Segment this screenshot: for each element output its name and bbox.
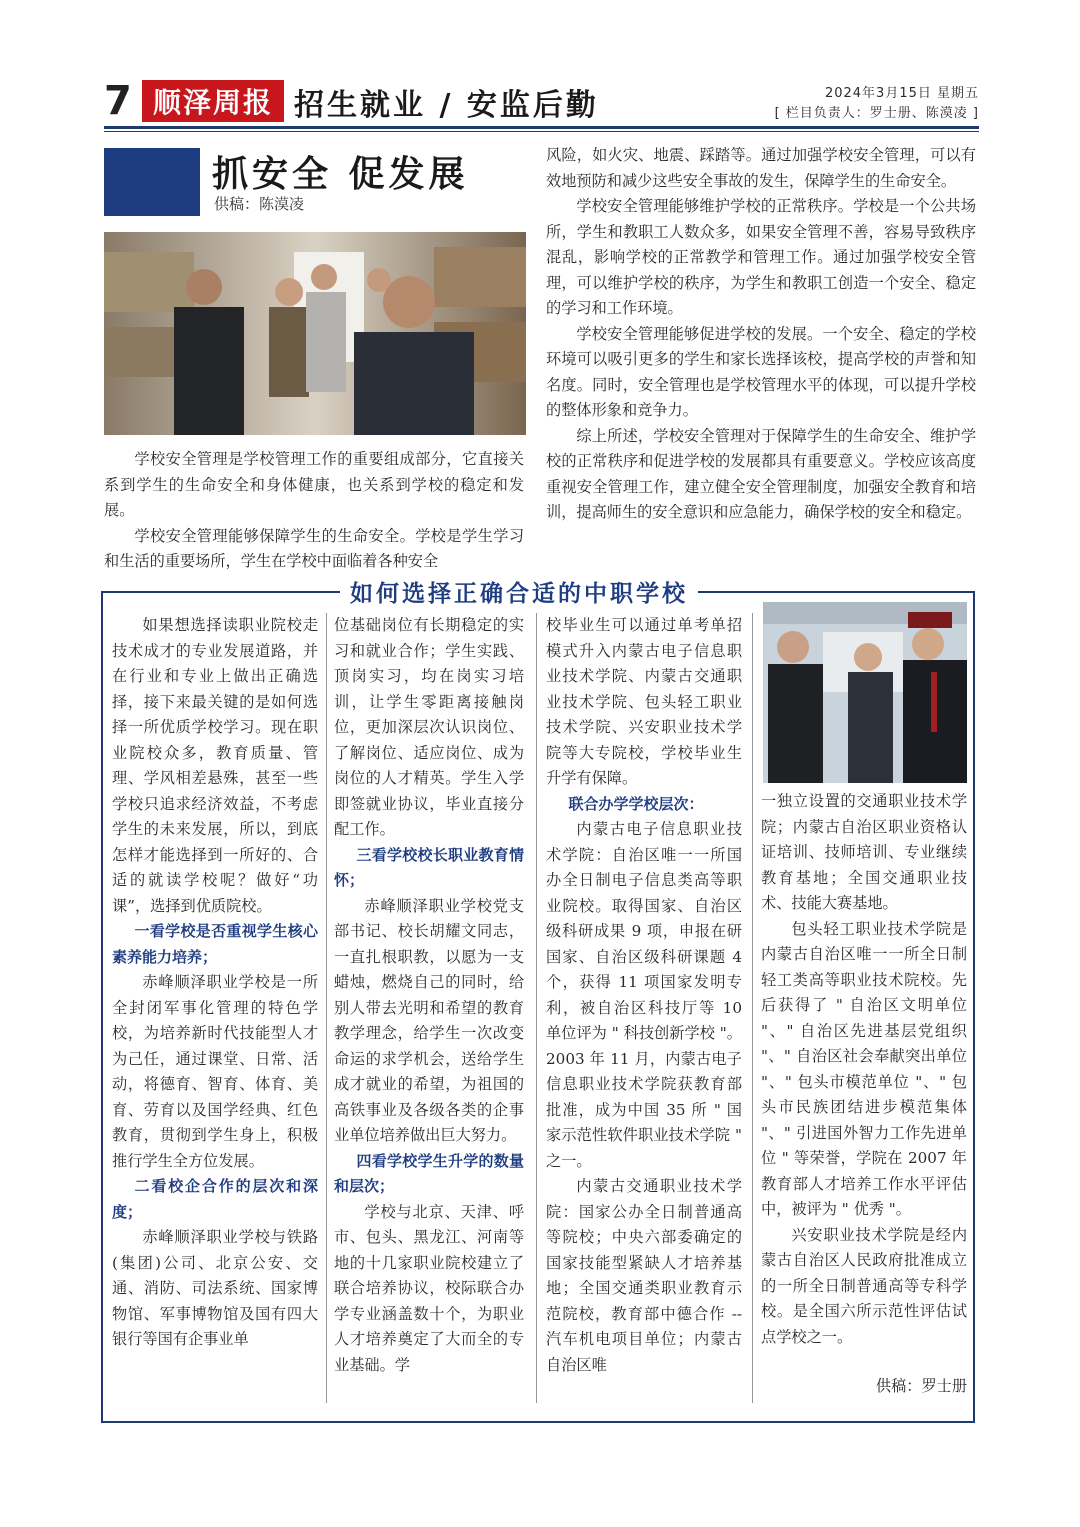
article2-title: 如何选择正确合适的中职学校 xyxy=(340,575,698,608)
article1-left-text xyxy=(104,447,524,575)
paragraph: 风险，如火灾、地震、踩踏等。通过加强学校安全管理，可以有效地预防和减少这些安全事故的发生，保障学生的生命安全。 xyxy=(546,146,976,190)
paragraph: 学校安全管理能够保障学生的生命安全。学校是学生学习和生活的重要场所，学生在学校中面临着各种安全 xyxy=(104,526,524,570)
paragraph: 赤峰顺泽职业学校是一所全封闭军事化管理的特色学校，为培养新时代技能型人才为己任，通过课堂、日常、活动，将德育、智育、体育、美育、劳育以及国学经典、红色教育，贯彻到学生身上，积极推行学生全方位发展。 xyxy=(112,973,318,1170)
subheading: 四看学校学生升学的数量和层次； xyxy=(334,1151,524,1195)
article2-column-1 xyxy=(112,613,318,1353)
dormitory-inspection-photo xyxy=(104,232,526,435)
paragraph: 学校与北京、天津、呼市、包头、黑龙江、河南等地的十几家职业院校建立了联合培养协议，校际联合办学专业涵盖数十个，为职业人才培养奠定了大而全的专业基础。学 xyxy=(334,1202,524,1374)
issue-date: 2024年3月15日 星期五 xyxy=(824,86,979,101)
paragraph: 综上所述，学校安全管理对于保障学生的生命安全、维护学校的正常秩序和促进学校的发展都具有重要意义。学校应该高度重视安全管理工作，建立健全安全管理制度，加强安全教育和培训，提高师生的安全意识和应急能力，确保学校的安全和稳定。 xyxy=(546,426,976,521)
article2-column-2 xyxy=(334,613,524,1378)
header-rule-thin xyxy=(104,131,979,132)
paragraph: 学校安全管理能够促进学校的发展。一个安全、稳定的学校环境可以吸引更多的学生和家长选择该校，提高学校的声誉和知名度。同时，安全管理也是学校管理水平的体现，可以提升学校的整体形象和竞争力。 xyxy=(546,324,976,419)
article2-column-4 xyxy=(761,789,967,1350)
subheading: 三看学校校长职业教育情怀； xyxy=(334,845,524,889)
column-divider xyxy=(752,613,753,1403)
subheading: 一看学校是否重视学生核心素养能力培养； xyxy=(112,922,318,966)
paragraph: 位基础岗位有长期稳定的实习和就业合作；学生实践、顶岗实习，均在岗实习培训，让学生零距离接触岗位，更加深层次认识岗位、了解岗位、适应岗位、成为岗位的人才精英。学生入学即签就业协议，毕业直接分配工作。 xyxy=(334,616,524,838)
header-rule xyxy=(104,126,979,129)
paragraph: 内蒙古电子信息职业技术学院：自治区唯一一所国办全日制电子信息类高等职业院校。取得国家、自治区级科研成果 9 项，申报在研国家、自治区级科研课题 4 个，获得 11 项国家发明专利，被自治区科技厅等 10 单位评为 " 科技创新学校 "。2003 年 11 月，内蒙古电子信息职业技术学院获教育部批准，成为中国 35 所 " 国家示范性软件职业技术学院 " 之一。 xyxy=(546,820,742,1170)
page-number: 7 xyxy=(104,78,132,124)
section-title: 招生就业 / 安监后勤 xyxy=(294,88,599,123)
paragraph: 一独立设置的交通职业技术学院；内蒙古自治区职业资格认证培训、技师培训、专业继续教育基地；全国交通职业技术、技能大赛基地。 xyxy=(761,792,967,912)
paragraph: 学校安全管理能够维护学校的正常秩序。学校是一个公共场所，学生和教职工人数众多，如果安全管理不善，容易导致秩序混乱，影响学校的正常教学和管理工作。通过加强学校安全管理，可以维护学校的秩序，为学生和教职工创造一个安全、稳定的学习和工作环境。 xyxy=(546,197,976,317)
newspaper-logo: 顺泽周报 xyxy=(142,80,284,122)
column-editors: [ 栏目负责人：罗士册、陈漠凌 ] xyxy=(774,106,979,121)
paragraph: 赤峰顺泽职业学校党支部书记、校长胡耀文同志，一直扎根职教，以愿为一支蜡烛，燃烧自己的同时，给别人带去光明和希望的教育教学理念，给学生一次改变命运的求学机会，送给学生成才就业的希望，为祖国的高铁事业及各级各类的企事业单位培养做出巨大努力。 xyxy=(334,896,524,1144)
article-title: 抓安全 促发展 xyxy=(212,154,469,195)
subheading: 联合办学学校层次： xyxy=(568,794,704,813)
subheading: 二看校企合作的层次和深度； xyxy=(112,1177,318,1221)
school-visit-photo xyxy=(763,602,967,783)
article2-byline: 供稿：罗士册 xyxy=(875,1377,967,1395)
paragraph: 如果想选择读职业院校走技术成才的专业发展道路，并在行业和专业上做出正确选择，接下来最关键的是如何选择一所优质学校学习。现在职业院校众多，教育质量、管理、学风相差悬殊，甚至一些学校只追求经济效益，不考虑学生的未来发展，所以，到底怎样才能选择到一所好的、合适的就读学校呢？做好“功课”，选择到优质院校。 xyxy=(112,616,318,915)
paragraph: 包头轻工职业技术学院是内蒙古自治区唯一一所全日制轻工类高等职业技术院校。先后获得了 " 自治区文明单位 "、" 自治区先进基层党组织 "、" 自治区社会奉献突出单位 "、" 包头市模范单位 "、" 包头市民族团结进步模范集体 "、" 引进国外智力工作先进单位 " 等荣誉，学院在 2007 年教育部人才培养工作水平评估中，被评为 " 优秀 "。 xyxy=(761,919,967,1218)
title-accent-block xyxy=(104,148,200,216)
paragraph: 内蒙古交通职业技术学院：国家公办全日制普通高等院校；中央六部委确定的国家技能型紧缺人才培养基地；全国交通类职业教育示范院校，教育部中德合作 -- 汽车机电项目单位；内蒙古自治区唯 xyxy=(546,1177,742,1374)
paragraph: 赤峰顺泽职业学校与铁路(集团)公司、北京公安、交通、消防、司法系统、国家博物馆、军事博物馆及国有四大银行等国有企事业单 xyxy=(112,1228,318,1348)
article2-column-3 xyxy=(546,613,742,1378)
column-divider xyxy=(326,613,327,1403)
article-byline: 供稿：陈漠凌 xyxy=(214,195,305,213)
paragraph: 学校安全管理是学校管理工作的重要组成部分，它直接关系到学生的生命安全和身体健康，也关系到学校的稳定和发展。 xyxy=(104,450,524,519)
column-divider xyxy=(536,613,537,1403)
paragraph: 兴安职业技术学院是经内蒙古自治区人民政府批准成立的一所全日制普通高等专科学校。是全国六所示范性评估试点学校之一。 xyxy=(761,1225,967,1346)
article1-right-text xyxy=(546,143,976,526)
paragraph: 校毕业生可以通过单考单招模式升入内蒙古电子信息职业技术学院、内蒙古交通职业技术学院、包头轻工职业技术学院、兴安职业技术学院等大专院校，学校毕业生升学有保障。 xyxy=(546,616,742,787)
